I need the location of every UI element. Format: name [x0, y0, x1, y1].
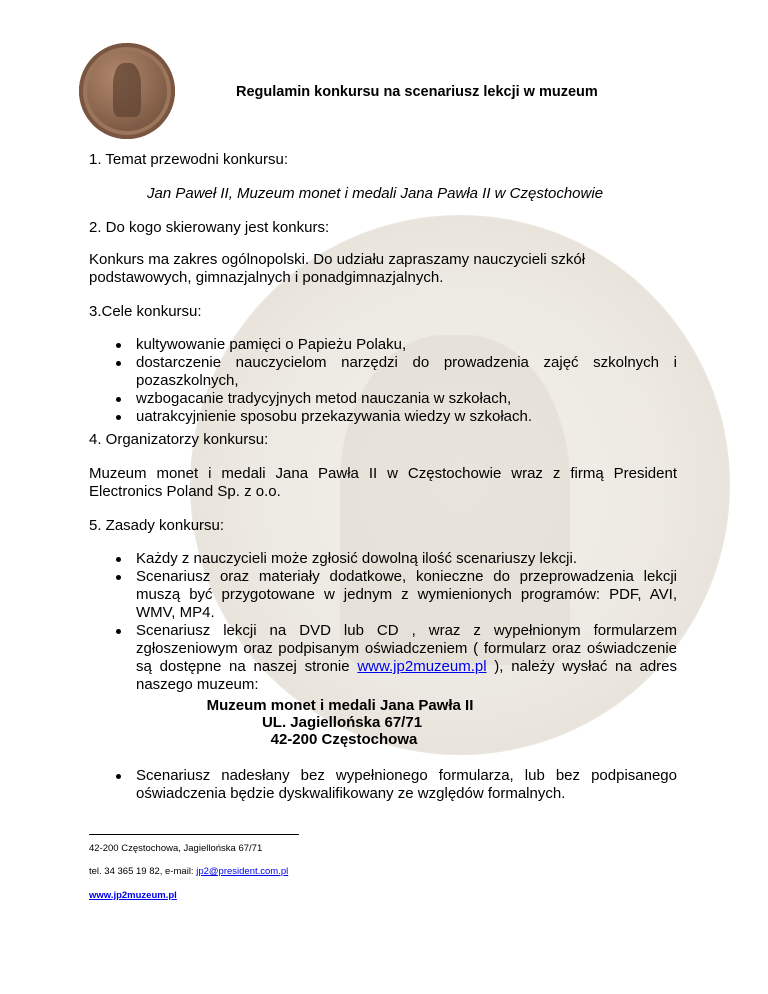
section-5-list: [89, 550, 677, 694]
website-link[interactable]: www.jp2muzeum.pl: [357, 658, 487, 675]
section-5-list-continued: [89, 767, 677, 803]
list-item: Scenariusz nadesłany bez wypełnionego formularza, lub bez podpisanego oświadczenia będzie dyskwalifikowany ze względów formalnych.: [89, 767, 677, 803]
footer-contact: [89, 866, 288, 878]
museum-address-name: Muzeum monet i medali Jana Pawła II: [206, 697, 474, 714]
list-item: dostarczenie nauczycielom narzędzi do prowadzenia zajęć szkolnych i pozaszkolnych,: [89, 354, 677, 390]
medal-logo: [79, 43, 175, 139]
footer-website: [89, 890, 177, 902]
section-2-heading: 2. Do kogo skierowany jest konkurs:: [89, 219, 330, 236]
section-4-text: Muzeum monet i medali Jana Pawła II w Częstochowie wraz z firmą President Electronics Poland Sp. z o.o.: [89, 465, 677, 500]
section-4-heading: 4. Organizatorzy konkursu:: [89, 431, 269, 448]
list-item: Każdy z nauczycieli może zgłosić dowolną ilość scenariuszy lekcji.: [89, 550, 677, 568]
section-3-heading: 3.Cele konkursu:: [89, 303, 202, 320]
section-1-heading: 1. Temat przewodni konkursu:: [89, 151, 288, 168]
footer-website-link[interactable]: www.jp2muzeum.pl: [89, 890, 177, 901]
list-item: uatrakcyjnienie sposobu przekazywania wiedzy w szkołach.: [89, 408, 677, 426]
list-item: wzbogacanie tradycyjnych metod nauczania w szkołach,: [89, 390, 677, 408]
footer-phone: tel. 34 365 19 82, e-mail:: [89, 866, 197, 877]
section-5-heading: 5. Zasady konkursu:: [89, 517, 225, 534]
museum-address-city: 42-200 Częstochowa: [270, 731, 418, 748]
footer-address: 42-200 Częstochowa, Jagiellońska 67/71: [89, 843, 263, 854]
list-item-text: ), należy wysłać na adres naszego muzeum:: [136, 658, 678, 693]
section-3-list: [89, 336, 677, 426]
list-item: [89, 622, 677, 694]
footer-divider: [89, 834, 299, 835]
document-title: Regulamin konkursu na scenariusz lekcji w muzeum: [236, 84, 598, 100]
section-1-text: Jan Paweł II, Muzeum monet i medali Jana Pawła II w Częstochowie: [147, 185, 604, 202]
list-item: Scenariusz oraz materiały dodatkowe, konieczne do przeprowadzenia lekcji muszą być przygotowane w jednym z wymienionych programów: PDF, AVI, WMV, MP4.: [89, 568, 677, 622]
section-2-text: Konkurs ma zakres ogólnopolski. Do udziału zapraszamy nauczycieli szkół podstawowych, gimnazjalnych i ponadgimnazjalnych.: [89, 251, 586, 286]
list-item: kultywowanie pamięci o Papieżu Polaku,: [89, 336, 677, 354]
email-link[interactable]: jp2@president.com.pl: [196, 866, 289, 877]
museum-address-street: UL. Jagiellońska 67/71: [261, 714, 423, 731]
list-item-text: Scenariusz lekcji na DVD lub CD , wraz z wypełnionym formularzem zgłoszeniowym oraz podpisanym oświadczeniem ( formularz oraz oświadczenie są dostępne na naszej stronie: [136, 622, 677, 675]
